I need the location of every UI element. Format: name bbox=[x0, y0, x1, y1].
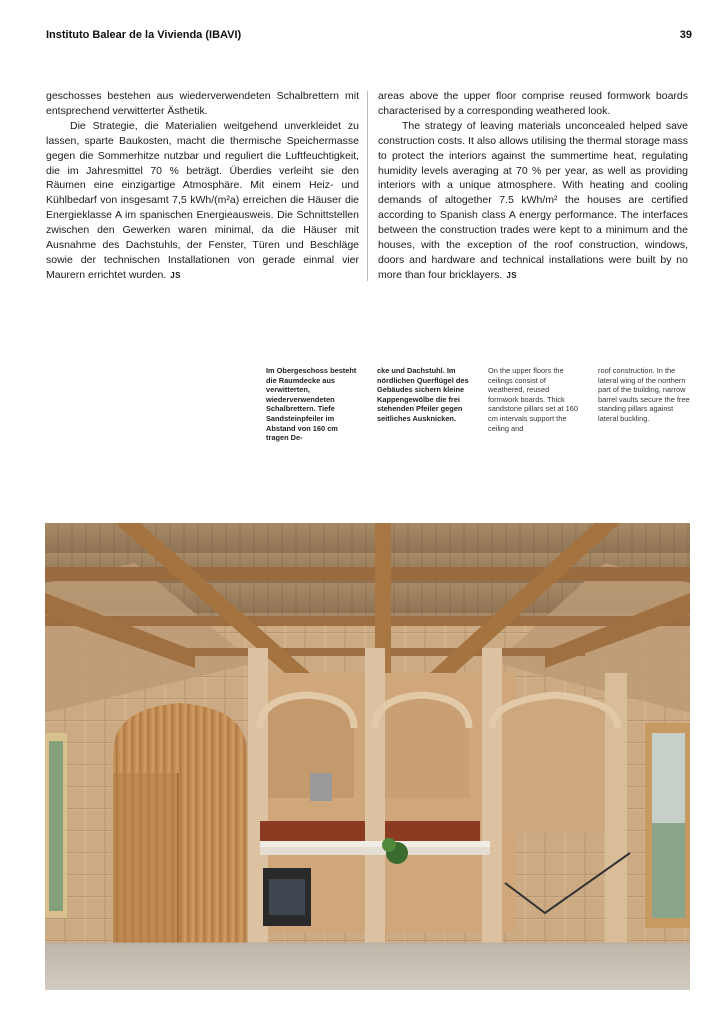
english-paragraph-2-text: The strategy of leaving materials unconcealed helped save construction costs. It also allows utilising the thermal storage mass to protect the interiors against the summertime heat, regulating humidity levels averaging at 70 % per year, as well as providing interiors with a unique atmosphere. With heating and cooling demands of altogether 7.5 kWh/m² the houses are certified according to Spanish class A energy performance. The interfaces between the construction trades were kept to a minimum and the houses, with the exception of the roof construction, windows, doors and hardware and technical installations were built by no more than four bricklayers. bbox=[378, 119, 688, 281]
german-paragraph-2-text: Die Strategie, die Materialien weitgehend unverkleidet zu lassen, sparte Baukosten, macht die thermische Speichermasse gegen die Sommerhitze nutzbar und reguliert die Luftfeuchtigkeit, die im Jahresmittel 70 % beträgt. Überdies verleiht sie den Räumen eine einzigartige Atmosphäre. Mit einem Heiz- und Kühlbedarf von insgesamt 7,5 kWh/(m²a) erreichen die Häuser die Energieklasse A im spanischen Energieausweis. Die Schnittstellen zwischen den Gewerken waren minimal, da die Häuser mit Ausnahme des Dachstuhls, der Fenster, Türen und Beschläge sowie der technischen Installationen von gerade einmal vier Maurern errichtet wurden. bbox=[46, 119, 359, 281]
english-paragraph-2 bbox=[378, 119, 688, 284]
german-paragraph-1: geschosses bestehen aus wiederverwendeten Schalbrettern mit entsprechend verwitterter Ästhetik. bbox=[46, 90, 359, 117]
running-header: Instituto Balear de la Vivienda (IBAVI) bbox=[46, 29, 242, 41]
english-text-column bbox=[378, 89, 688, 284]
caption-german-part-1: Im Obergeschoss besteht die Raumdecke aus verwitterten, wiederverwendeten Schalbrettern. Tiefe Sandsteinpfeiler im Abstand von 160 cm tragen De- bbox=[266, 366, 357, 443]
caption-german-part-2: cke und Dachstuhl. Im nördlichen Querflügel des Gebäudes sichern kleine Kappengewölbe die frei stehenden Pfeiler gegen seitliches Ausknicken. bbox=[377, 366, 469, 423]
english-paragraph-1: areas above the upper floor comprise reused formwork boards characterised by a corresponding weathered look. bbox=[378, 90, 688, 117]
german-author-signature: JS bbox=[170, 270, 182, 280]
interior-photo bbox=[45, 523, 690, 990]
page-number: 39 bbox=[679, 29, 692, 41]
german-text-column bbox=[46, 89, 359, 284]
english-author-signature: JS bbox=[506, 270, 518, 280]
german-paragraph-2 bbox=[46, 119, 359, 284]
caption-english-part-1: On the upper floors the ceilings consist of weathered, reused formwork boards. Thick sandstone pillars set at 160 cm intervals support the ceiling and bbox=[488, 366, 578, 433]
column-divider bbox=[367, 91, 368, 281]
caption-english-part-2: roof construction. In the lateral wing of the northern part of the building, narrow barrel vaults secure the free standing pillars against lateral buckling. bbox=[598, 366, 690, 423]
